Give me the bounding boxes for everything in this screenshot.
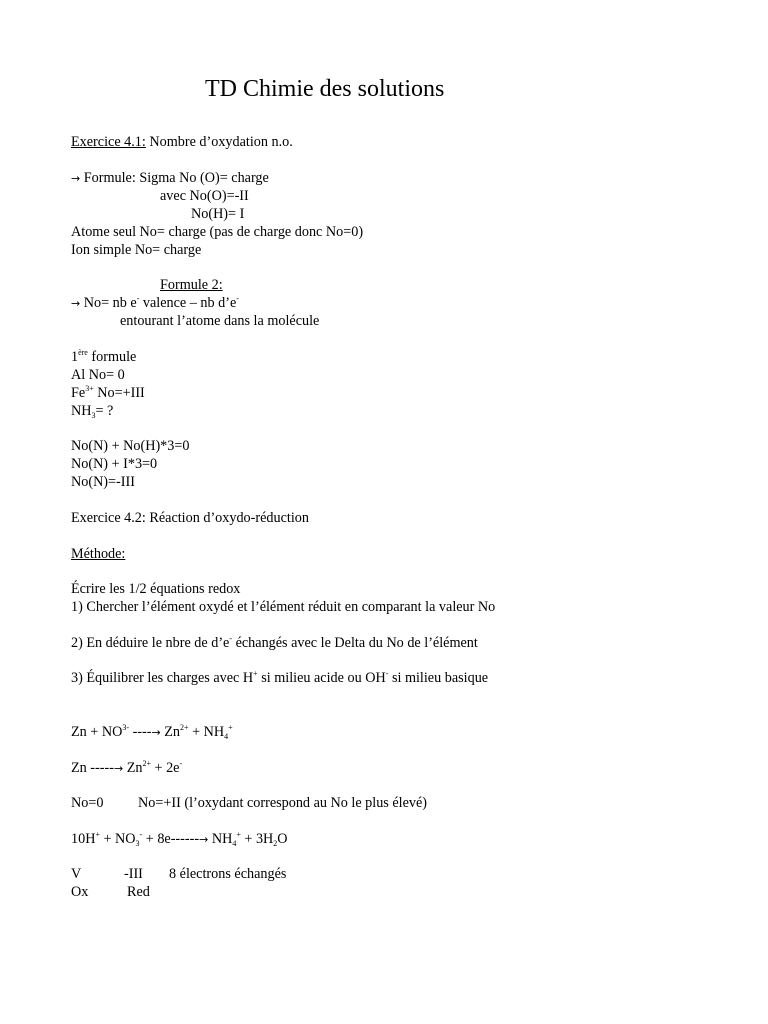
formule-2-heading: Formule 2:	[160, 277, 223, 293]
first-formule-line: 1ère formule	[71, 348, 137, 365]
electrons-label: 8 électrons échangés	[169, 866, 287, 882]
minus-iii-label: -III	[124, 866, 143, 882]
equation-3: $10H^+ + NO_3^- + 8e------\to NH_4^+ + 3H_2O$	[71, 830, 288, 848]
arrow-icon: →	[199, 833, 209, 846]
arrow-icon: →	[151, 726, 161, 739]
step-2-line: 2) En déduire le nbre de d’e- échangés avec le Delta du No de l’élément	[71, 634, 478, 651]
formule-2-line: → No= nb e- valence – nb d’e-	[71, 294, 239, 311]
ecrire-line: Écrire les 1/2 équations redox	[71, 581, 241, 597]
no-plus-ii-text: No=+II (l’oxydant correspond au No le plus élevé)	[138, 795, 428, 811]
calc-line-2: No(N) + I*3=0	[71, 456, 158, 472]
ion-line: Ion simple No= charge	[71, 242, 202, 258]
formule-1-text: Formule: Sigma No (O)= charge	[80, 170, 269, 186]
al-line: Al No= 0	[71, 367, 125, 383]
calc-line-3: No(N)=-III	[71, 474, 135, 490]
formule-1-line	[71, 169, 269, 188]
no-0-text: No=0	[71, 795, 104, 811]
avec-line: avec No(O)=-II	[160, 188, 249, 204]
nh3-line: $NH_3=$ ?	[71, 403, 114, 420]
atome-line: Atome seul No= charge (pas de charge donc No=0)	[71, 224, 364, 240]
exercise-4-1-heading	[71, 133, 293, 151]
step-1-line: 1) Chercher l’élément oxydé et l’élément réduit en comparant la valeur No	[71, 599, 496, 615]
methode-heading: Méthode:	[71, 546, 126, 562]
step-3-line: 3) Équilibrer les charges avec H+ si milieu acide ou OH- si milieu basique	[71, 669, 489, 686]
entourant-line: entourant l’atome dans la molécule	[120, 313, 320, 329]
noh-line: No(H)= I	[191, 206, 245, 222]
arrow-icon: →	[113, 762, 124, 775]
exercise-4-1-label: Exercice 4.1:	[71, 134, 146, 150]
exercise-4-1-topic: Nombre d’oxydation n.o.	[145, 134, 293, 150]
page-title: TD Chimie des solutions	[205, 76, 445, 102]
ox-label: Ox	[71, 884, 89, 900]
equation-2: Zn -----→ $Zn^{2+} + 2e^-$	[71, 759, 183, 776]
arrow-icon: →	[71, 297, 81, 310]
equation-1: $Zn + NO^{3-}$ ----→ $Zn^{2+} + NH_4^+$	[71, 723, 233, 741]
v-label: V	[71, 866, 82, 882]
red-label: Red	[127, 884, 150, 900]
fe-line: $Fe^{3+}$ No=+III	[71, 384, 145, 401]
arrow-icon: →	[71, 172, 81, 185]
exercise-4-2-heading: Exercice 4.2: Réaction d’oxydo-réduction	[71, 510, 309, 526]
calc-line-1: No(N) + No(H)*3=0	[71, 438, 190, 454]
